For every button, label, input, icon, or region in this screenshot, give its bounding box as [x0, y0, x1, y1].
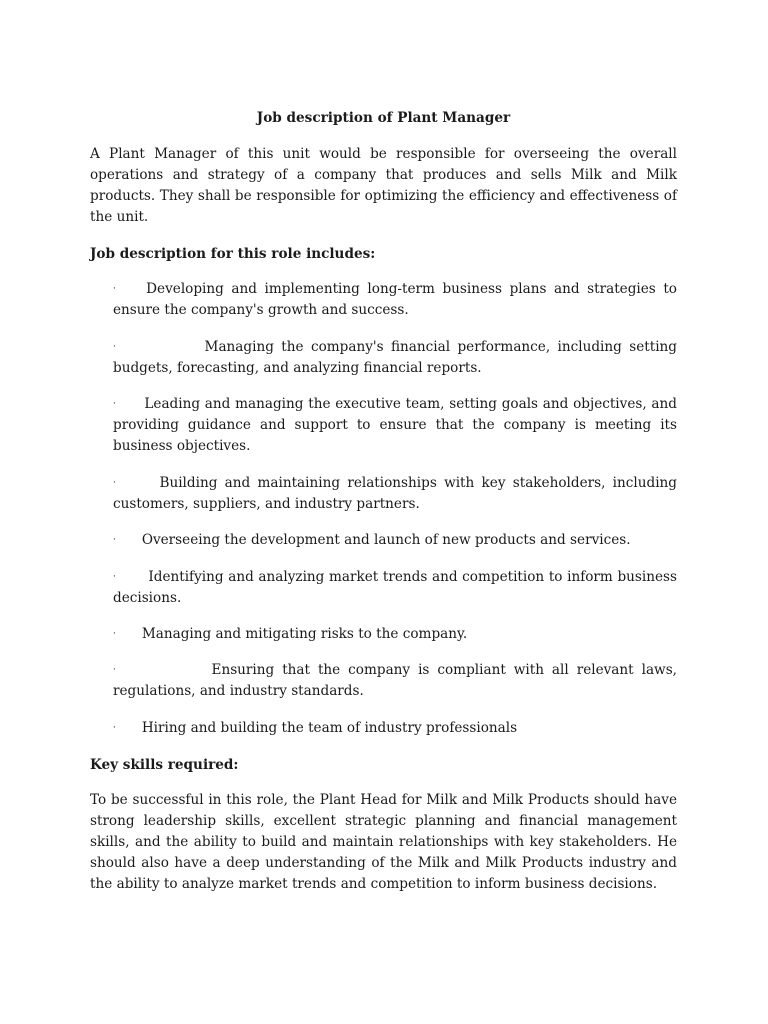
- list-item: [113, 660, 677, 702]
- bullet-marker: ·: [113, 572, 116, 582]
- list-item: [113, 337, 677, 379]
- bullet-marker: ·: [113, 629, 116, 639]
- bullet-marker: ·: [113, 342, 116, 352]
- list-item-text: Developing and implementing long-term business plans and strategies to ensure the company's growth and success.: [113, 281, 677, 318]
- list-item-text: Overseeing the development and launch of new products and services.: [141, 532, 631, 548]
- list-item: [113, 718, 677, 739]
- bullet-marker: ·: [113, 535, 116, 545]
- bullet-marker: ·: [113, 478, 116, 488]
- bullet-marker: ·: [113, 399, 116, 409]
- list-item-text: Managing the company's financial performance, including setting budgets, forecasting, and analyzing financial reports.: [113, 339, 678, 376]
- bullet-marker: ·: [113, 723, 116, 733]
- list-item-text: Leading and managing the executive team, setting goals and objectives, and providing guidance and support to ensure that the company is meeting its business objectives.: [113, 396, 677, 454]
- duties-heading: Job description for this role includes:: [90, 246, 376, 262]
- list-item-text: Managing and mitigating risks to the company.: [141, 626, 468, 642]
- bullet-marker: ·: [113, 665, 116, 675]
- list-item: [113, 530, 677, 551]
- list-item: [113, 624, 677, 645]
- list-item-text: Ensuring that the company is compliant with all relevant laws, regulations, and industry standards.: [113, 662, 677, 699]
- document-title: Job description of Plant Manager: [256, 110, 511, 126]
- skills-paragraph: To be successful in this role, the Plant Head for Milk and Milk Products should have strong leadership skills, excellent strategic planning and financial management skills, and the ability to build and maintain relationships with key stakeholders. He should also have a deep understanding of the Milk and Milk Products industry and the ability to analyze market trends and competition to inform business decisions.: [90, 792, 677, 892]
- list-item-text: Identifying and analyzing market trends and competition to inform business decisions.: [113, 569, 677, 606]
- list-item: [113, 473, 677, 515]
- list-item: [113, 279, 677, 321]
- list-item: [113, 567, 677, 609]
- skills-heading: Key skills required:: [90, 757, 239, 773]
- bullet-marker: ·: [113, 284, 116, 294]
- list-item-text: Building and maintaining relationships with key stakeholders, including customers, suppliers, and industry partners.: [113, 475, 678, 512]
- list-item: [113, 394, 677, 457]
- intro-paragraph: A Plant Manager of this unit would be responsible for overseeing the overall operations and strategy of a company that produces and sells Milk and Milk products. They shall be responsible for optimizing the efficiency and effectiveness of the unit.: [90, 146, 677, 225]
- list-item-text: Hiring and building the team of industry professionals: [141, 720, 518, 736]
